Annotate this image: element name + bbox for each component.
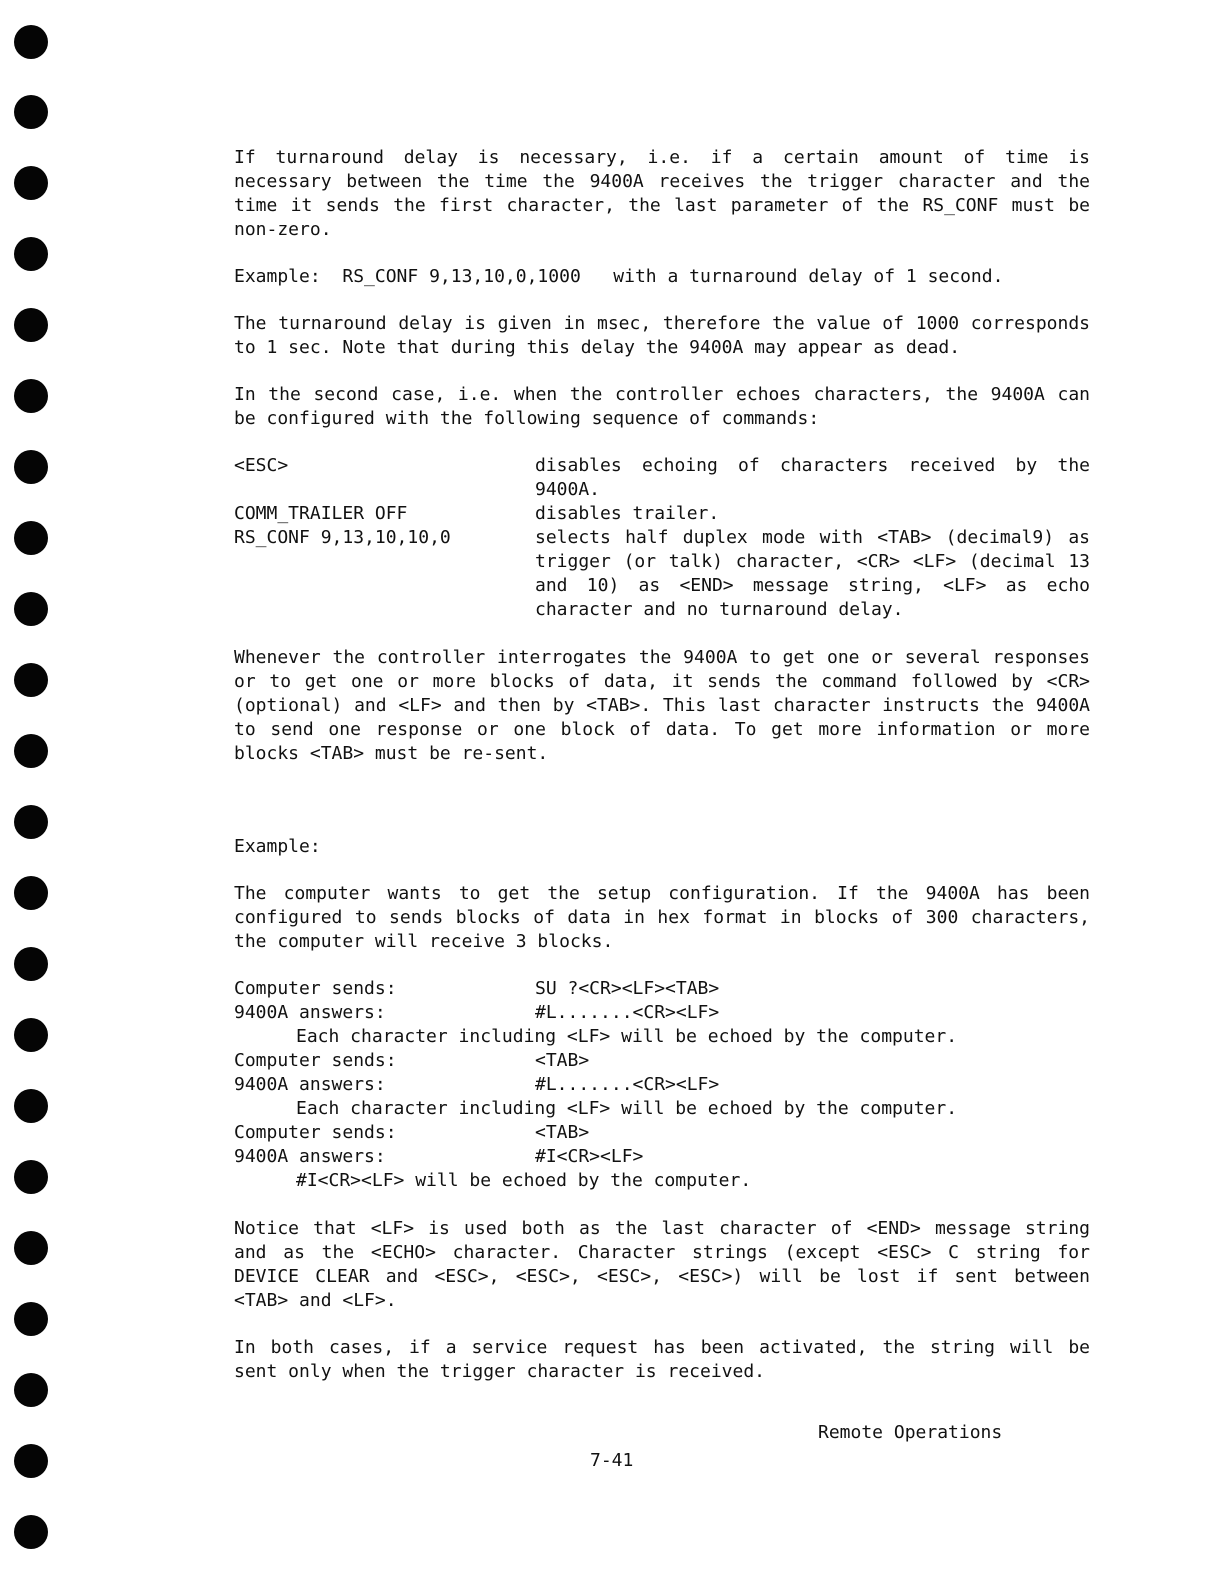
dialog-label: Computer sends: xyxy=(234,978,397,999)
dialog-value: SU ?<CR><LF><TAB> xyxy=(535,978,720,999)
paragraph-turnaround-intro: If turnaround delay is necessary, i.e. if a certain amount of time is necessary between the time the 9400A receives the trigger character and the time it sends the first character, the last parameter of the RS_CONF must be non-zero. xyxy=(234,147,1090,240)
punch-hole xyxy=(14,734,48,768)
punch-hole xyxy=(14,663,48,697)
binder-holes xyxy=(14,0,50,1580)
command-name: COMM_TRAILER OFF xyxy=(234,503,408,524)
paragraph-turnaround-msec: The turnaround delay is given in msec, therefore the value of 1000 corresponds to 1 sec. Note that during this delay the 9400A may appear as dead. xyxy=(234,313,1090,358)
punch-hole xyxy=(14,1444,48,1478)
punch-hole xyxy=(14,1089,48,1123)
punch-hole xyxy=(14,1160,48,1194)
punch-hole xyxy=(14,166,48,200)
punch-hole xyxy=(14,237,48,271)
punch-hole xyxy=(14,379,48,413)
punch-hole xyxy=(14,521,48,555)
punch-hole xyxy=(14,1018,48,1052)
paragraph-interrogation: Whenever the controller interrogates the 9400A to get one or several responses or to get one or more blocks of data, it sends the command followed by <CR> (optional) and <LF> and then by <TAB>. This last character instructs the 9400A to send one response or one block of data. To get more information or more blocks <TAB> must be re-sent. xyxy=(234,647,1090,764)
command-description: disables echoing of characters received by the 9400A. xyxy=(535,455,1090,500)
punch-hole xyxy=(14,592,48,626)
dialog-value: #L.......<CR><LF> xyxy=(535,1074,720,1095)
dialog-label: 9400A answers: xyxy=(234,1146,386,1167)
punch-hole xyxy=(14,1515,48,1549)
punch-hole xyxy=(14,805,48,839)
dialog-label: 9400A answers: xyxy=(234,1002,386,1023)
punch-hole xyxy=(14,450,48,484)
page-body xyxy=(234,146,1090,1407)
command-name: RS_CONF 9,13,10,10,0 xyxy=(234,527,451,548)
dialog-value: #I<CR><LF> xyxy=(535,1146,644,1167)
dialog-label: 9400A answers: xyxy=(234,1074,386,1095)
dialog-value: <TAB> xyxy=(535,1122,590,1143)
example-heading: Example: xyxy=(234,836,321,857)
command-name: <ESC> xyxy=(234,455,289,476)
dialog-label: Computer sends: xyxy=(234,1122,397,1143)
dialog-note: Each character including <LF> will be echoed by the computer. xyxy=(296,1098,958,1119)
example-rs-conf: Example: RS_CONF 9,13,10,0,1000 with a turnaround delay of 1 second. xyxy=(234,266,1004,287)
paragraph-second-case: In the second case, i.e. when the controller echoes characters, the 9400A can be configured with the following sequence of commands: xyxy=(234,384,1090,429)
paragraph-lf-notice: Notice that <LF> is used both as the last character of <END> message string and as the <ECHO> character. Character strings (except <ESC> C string for DEVICE CLEAR and <ESC>, <ESC>, <ESC>, <ESC>) will be lost if sent between <TAB> and <LF>. xyxy=(234,1218,1090,1311)
communication-dialog xyxy=(234,977,1090,1193)
command-description: disables trailer. xyxy=(535,503,720,524)
punch-hole xyxy=(14,308,48,342)
punch-hole xyxy=(14,1302,48,1336)
paragraph-service-request: In both cases, if a service request has been activated, the string will be sent only when the trigger character is received. xyxy=(234,1337,1090,1382)
punch-hole xyxy=(14,25,48,59)
punch-hole xyxy=(14,947,48,981)
footer-section-title: Remote Operations xyxy=(818,1422,1003,1443)
punch-hole xyxy=(14,1373,48,1407)
punch-hole xyxy=(14,95,48,129)
dialog-label: Computer sends: xyxy=(234,1050,397,1071)
dialog-value: <TAB> xyxy=(535,1050,590,1071)
punch-hole xyxy=(14,1231,48,1265)
paragraph-setup-config: The computer wants to get the setup configuration. If the 9400A has been configured to sends blocks of data in hex format in blocks of 300 characters, the computer will receive 3 blocks. xyxy=(234,883,1090,952)
command-description: selects half duplex mode with <TAB> (decimal9) as trigger (or talk) character, <CR> <LF> (decimal 13 and 10) as <END> message string, <LF> as echo character and no turnaround delay. xyxy=(535,527,1090,620)
dialog-note: #I<CR><LF> will be echoed by the computer. xyxy=(296,1170,752,1191)
page-number: 7-41 xyxy=(590,1450,634,1471)
command-sequence-table xyxy=(234,454,1090,622)
spacer xyxy=(234,789,1090,835)
punch-hole xyxy=(14,876,48,910)
dialog-note: Each character including <LF> will be echoed by the computer. xyxy=(296,1026,958,1047)
dialog-value: #L.......<CR><LF> xyxy=(535,1002,720,1023)
